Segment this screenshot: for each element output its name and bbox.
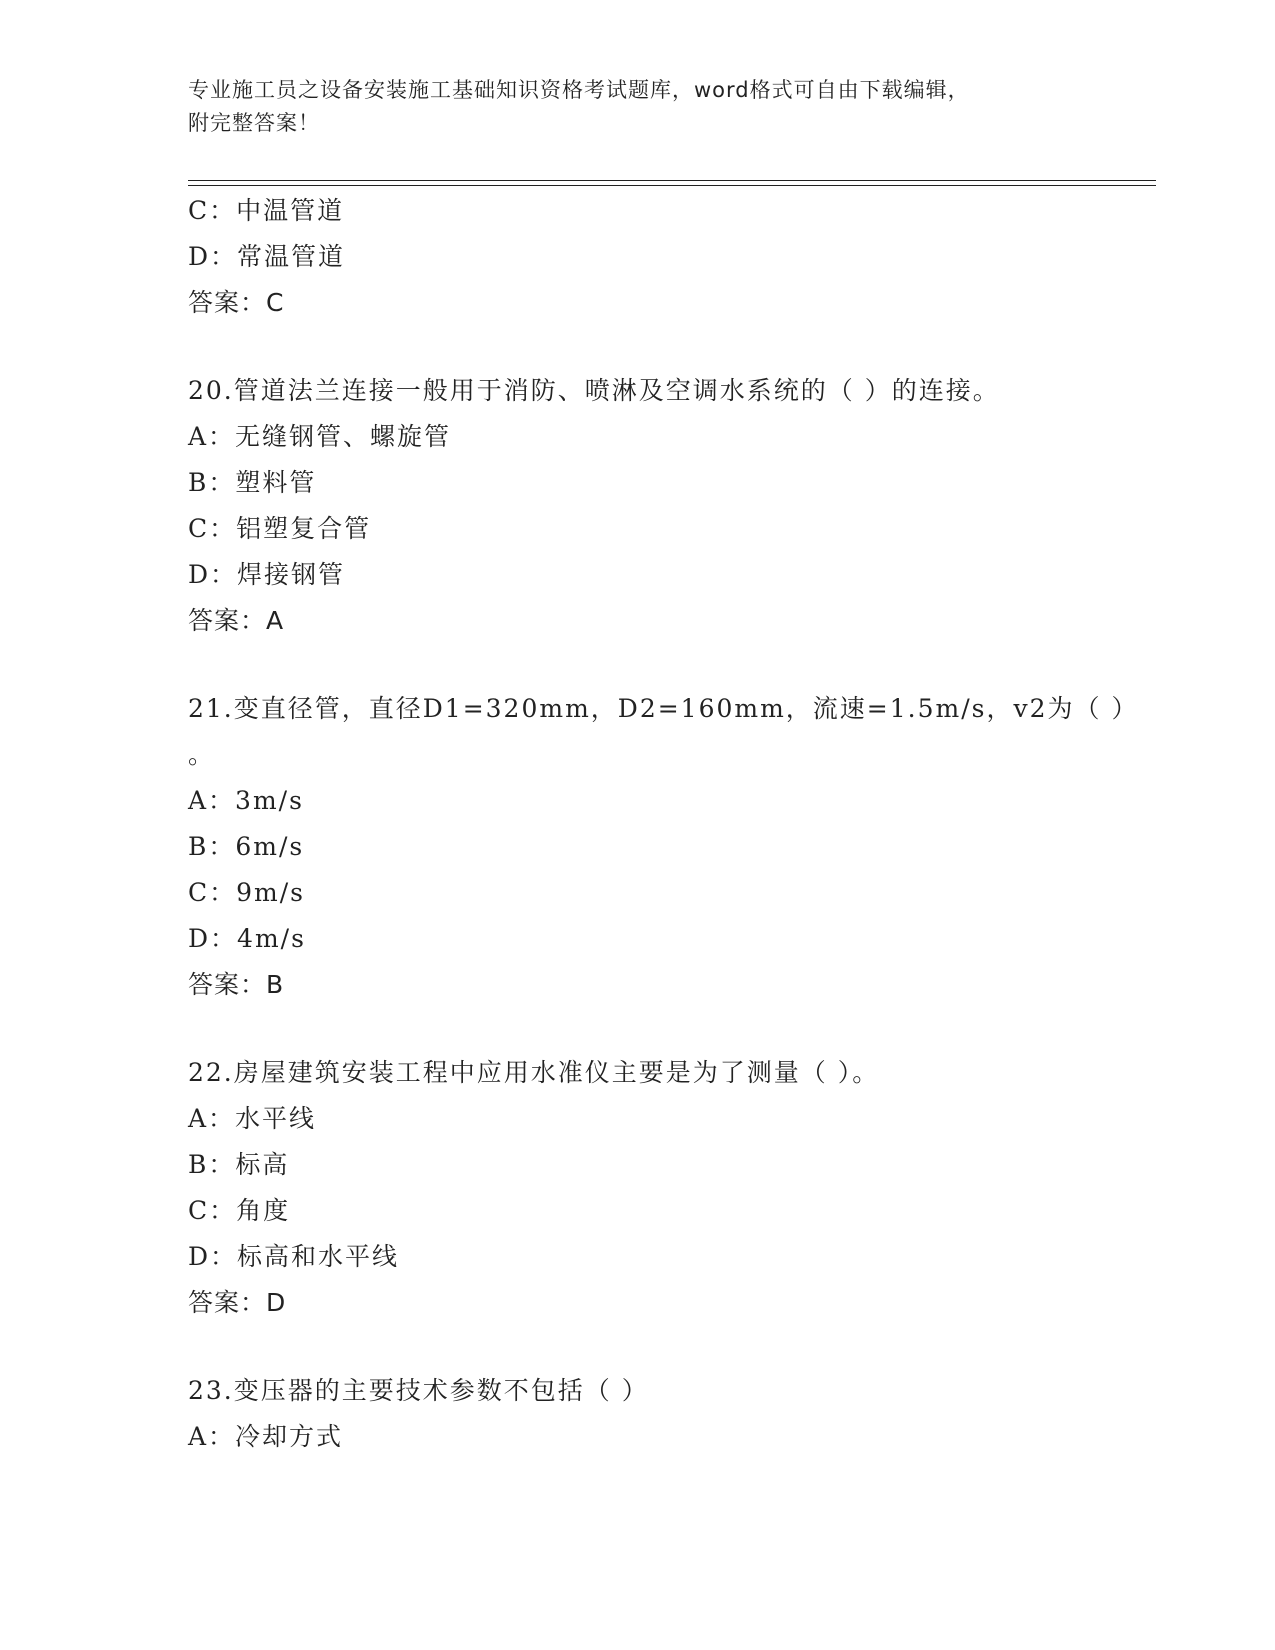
header-line-2: 附完整答案！ xyxy=(188,111,320,135)
q20-option-b: B：塑料管 xyxy=(188,468,317,497)
q22-option-d: D：标高和水平线 xyxy=(188,1242,400,1271)
question-19 xyxy=(188,188,1148,326)
question-23 xyxy=(188,1368,1148,1460)
spacer xyxy=(188,1008,1148,1050)
q21-option-d: D：4m/s xyxy=(188,924,306,953)
q22-option-a: A：水平线 xyxy=(188,1104,317,1133)
q21-stem: 21.变直径管，直径D1=320mm，D2=160mm，流速=1.5m/s，v2为（ ） xyxy=(188,694,1139,723)
question-20 xyxy=(188,368,1148,644)
q20-answer: 答案：A xyxy=(188,606,285,635)
q22-answer: 答案：D xyxy=(188,1288,287,1317)
q22-stem: 22.房屋建筑安装工程中应用水准仪主要是为了测量（ ）。 xyxy=(188,1058,880,1087)
header-divider xyxy=(188,180,1156,186)
spacer xyxy=(188,326,1148,368)
q20-stem: 20.管道法兰连接一般用于消防、喷淋及空调水系统的（ ）的连接。 xyxy=(188,376,1000,405)
q19-option-c: C：中温管道 xyxy=(188,196,345,225)
q19-option-d: D：常温管道 xyxy=(188,242,346,271)
spacer xyxy=(188,644,1148,686)
q21-answer: 答案：B xyxy=(188,970,285,999)
q20-option-d: D：焊接钢管 xyxy=(188,560,346,589)
q23-option-a: A：冷却方式 xyxy=(188,1422,344,1451)
q21-option-a: A：3m/s xyxy=(188,786,304,815)
q22-option-c: C：角度 xyxy=(188,1196,291,1225)
q21-option-c: C：9m/s xyxy=(188,878,305,907)
q21-option-b: B：6m/s xyxy=(188,832,305,861)
q21-stem-tail: 。 xyxy=(188,740,214,769)
spacer xyxy=(188,1326,1148,1368)
q20-option-a: A：无缝钢管、螺旋管 xyxy=(188,422,452,451)
header-line-1: 专业施工员之设备安装施工基础知识资格考试题库，word格式可自由下载编辑， xyxy=(188,78,970,102)
q19-answer: 答案：C xyxy=(188,288,285,317)
page-header xyxy=(188,74,1068,140)
q20-option-c: C：铝塑复合管 xyxy=(188,514,372,543)
question-22 xyxy=(188,1050,1148,1326)
question-21 xyxy=(188,686,1148,1008)
question-list xyxy=(188,188,1148,1460)
q23-stem: 23.变压器的主要技术参数不包括（ ） xyxy=(188,1376,649,1405)
q22-option-b: B：标高 xyxy=(188,1150,290,1179)
